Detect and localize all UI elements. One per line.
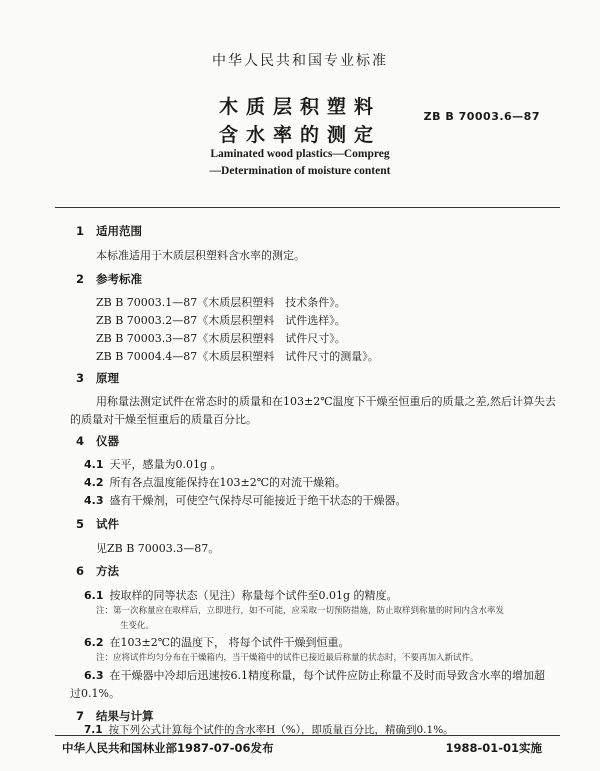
section-7-number: 7 [76, 709, 85, 723]
title-english-line-1: Laminated wood plastics—Compreg [210, 148, 390, 160]
method-step-number: 6.3 [84, 669, 104, 682]
method-step-continuation: 过0.1%。 [70, 687, 120, 700]
method-step-text: 按取样的同等状态（见注）称量每个试件至0.01g 的精度。 [109, 589, 398, 602]
standard-code: ZB B 70003.6—87 [423, 110, 540, 123]
section-6-heading [76, 563, 119, 579]
section-6-title: 方法 [96, 564, 120, 578]
reference-item: ZB B 70003.3—87《木质层积塑料 试件尺寸》。 [96, 332, 346, 345]
calculation-step-number: 7.1 [84, 724, 103, 736]
reference-item: ZB B 70003.2—87《木质层积塑料 试件选样》。 [96, 314, 346, 327]
issue-date: 中华人民共和国林业部1987-07-06发布 [62, 741, 274, 755]
section-1-body: 本标准适用于木质层积塑料含水率的测定。 [96, 249, 305, 262]
method-step-number: 6.2 [84, 636, 104, 649]
apparatus-item-number: 4.1 [84, 458, 104, 471]
calculation-step-text: 按下列公式计算每个试件的含水率H（%），即质量百分比，精确到0.1%。 [108, 724, 454, 736]
method-step [84, 587, 398, 603]
reference-item: ZB B 70004.4—87《木质层积塑料 试件尺寸的测量》。 [96, 350, 379, 363]
method-step-text: 在103±2℃的温度下， 将每个试件干燥到恒重。 [109, 636, 350, 649]
section-4-title: 仪器 [96, 434, 120, 448]
method-note-line-2: 生变化。 [120, 621, 155, 631]
title-chinese-line-2: 含水率的测定 [218, 124, 381, 146]
apparatus-item [84, 456, 222, 472]
apparatus-item-text: 盛有干燥剂，可使空气保持尽可能接近于绝干状态的干燥器。 [109, 494, 407, 507]
method-step-text: 在干燥器中冷却后迅速按6.1精度称量，每个试件应防止称量不及时而导致含水率的增加超 [109, 669, 545, 682]
reference-item: ZB B 70003.1—87《木质层积塑料 技术条件》。 [96, 296, 346, 309]
section-2-title: 参考标准 [96, 272, 143, 286]
section-1-number: 1 [76, 224, 85, 238]
title-chinese-line-1: 木质层积塑料 [218, 96, 381, 118]
effective-date: 1988-01-01实施 [445, 741, 542, 755]
apparatus-item-number: 4.3 [84, 494, 104, 507]
method-step [84, 667, 545, 683]
section-3-number: 3 [76, 371, 85, 385]
section-3-heading [76, 370, 119, 386]
section-5-title: 试件 [96, 517, 120, 531]
issuing-organization: 中华人民共和国专业标准 [212, 53, 388, 69]
section-7-title: 结果与计算 [96, 709, 154, 723]
apparatus-item [84, 492, 407, 508]
title-english-line-2: —Determination of moisture content [209, 165, 391, 177]
section-5-number: 5 [76, 517, 85, 531]
method-note-line-1: 注：第一次称量应在取样后，立即进行，如不可能，应采取一切预防措施，防止取样到称量的时间内含水率发 [96, 606, 505, 616]
method-step [84, 634, 350, 650]
header-divider [55, 207, 560, 208]
section-3-body-line-1: 用称量法测定试件在常态时的质量和在103±2℃温度下干燥至恒重后的质量之差,然后计算失去 [96, 395, 557, 408]
section-2-heading [76, 271, 142, 287]
section-1-heading [76, 223, 142, 239]
section-5-body: 见ZB B 70003.3—87。 [96, 542, 220, 555]
section-6-number: 6 [76, 564, 85, 578]
apparatus-item-text: 所有各点温度能保持在103±2℃的对流干燥箱。 [109, 476, 347, 489]
section-3-title: 原理 [96, 371, 120, 385]
section-2-number: 2 [76, 272, 85, 286]
section-4-number: 4 [76, 434, 85, 448]
section-3-body-line-2: 的质量对干燥至恒重后的质量百分比。 [70, 413, 257, 426]
method-step-number: 6.1 [84, 589, 104, 602]
apparatus-item-text: 天平，感量为0.01g 。 [109, 458, 222, 471]
apparatus-item-number: 4.2 [84, 476, 104, 489]
section-5-heading [76, 516, 119, 532]
section-1-title: 适用范围 [96, 224, 143, 238]
method-note-2: 注：应将试件均匀分布在干燥箱内，当干燥箱中的试件已接近最后称量的状态时，不要再加入新试件。 [96, 653, 479, 663]
section-4-heading [76, 433, 119, 449]
footer-divider [55, 735, 560, 736]
apparatus-item [84, 474, 346, 490]
